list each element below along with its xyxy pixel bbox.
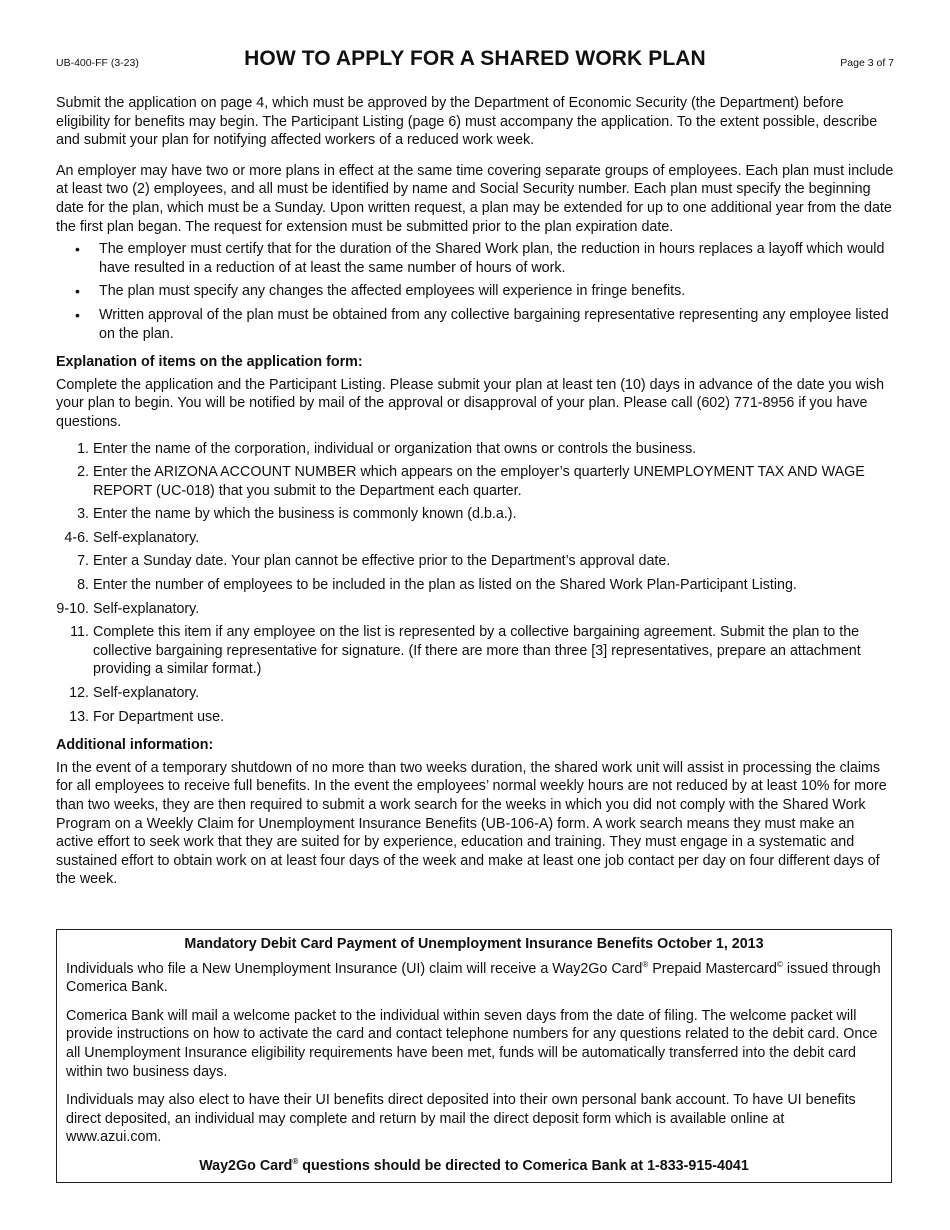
debit-card-notice-box bbox=[56, 929, 892, 1183]
list-item: 7. Enter a Sunday date. Your plan cannot be effective prior to the Department’s approval date. bbox=[77, 553, 671, 570]
intro-paragraph-1: Submit the application on page 4, which must be approved by the Department of Economic Security (the Department) before eligibility for benefits may begin. The Participant Listing (page 6) must accompany the application. To the extent possible, describe and submit your plan for notifying affected workers of a reduced work week. bbox=[56, 95, 878, 149]
page-number: Page 3 of 7 bbox=[840, 57, 894, 69]
list-item: 2. Enter the ARIZONA ACCOUNT NUMBER which appears on the employer’s quarterly UNEMPLOYMENT TAX AND WAGE REPORT (UC-018) that you submit to the Department each quarter. bbox=[77, 464, 865, 499]
list-item: 4-6. Self-explanatory. bbox=[64, 529, 200, 546]
page-title: HOW TO APPLY FOR A SHARED WORK PLAN bbox=[244, 47, 706, 70]
bullet-icon: • bbox=[75, 241, 80, 258]
additional-info-paragraph: In the event of a temporary shutdown of no more than two weeks duration, the shared work unit will assist in processing the claims for all employees to receive full benefits. In the event the employees’ normal weekly hours are not reduced by at least 10% for more than two weeks, they are then required to submit a work search for the weeks in which you did not comply with the Shared Work Program on a Weekly Claim for Unemployment Insurance Benefits (UB-106-A) form. A work search means they must make an active effort to seek work that they are suited for by experience, education and training. They must engage in a systematic and sustained effort to obtain work on at least four days of the week and make at least one job contact per day on four different days of the week. bbox=[56, 759, 887, 888]
list-item: • The employer must certify that for the duration of the Shared Work plan, the reduction in hours replaces a layoff which would have resulted in a reduction of at least the same number of hours of work. bbox=[75, 241, 885, 276]
list-item: 11. Complete this item if any employee on the list is represented by a collective bargaining agreement. Submit the plan to the collective bargaining representative for signature. (If there are more than three [3] representatives, prepare an attachment providing a similar format.) bbox=[70, 624, 861, 678]
list-item: 8. Enter the number of employees to be included in the plan as listed on the Shared Work Plan-Participant Listing. bbox=[77, 577, 797, 594]
notice-paragraph-2: Comerica Bank will mail a welcome packet to the individual within seven days from the date of filing. The welcome packet will provide instructions on how to activate the card and contact telephone numbers for any questions related to the debit card. Once all Unemployment Insurance eligibility requirements have been met, funds will be automatically transferred into the debit card within two business days. bbox=[66, 1007, 878, 1080]
notice-footer: Way2Go Card® questions should be directed to Comerica Bank at 1-833-915-4041 bbox=[199, 1157, 749, 1174]
notice-paragraph-1: Individuals who file a New Unemployment Insurance (UI) claim will receive a Way2Go Card® Prepaid Mastercard© issued through Comerica Bank. bbox=[66, 959, 881, 996]
list-item: • Written approval of the plan must be obtained from any collective bargaining representative representing any employee listed on the plan. bbox=[75, 306, 889, 342]
additional-info-heading: Additional information: bbox=[56, 737, 214, 754]
notice-title: Mandatory Debit Card Payment of Unemployment Insurance Benefits October 1, 2013 bbox=[184, 936, 764, 952]
list-item: 3. Enter the name by which the business is commonly known (d.b.a.). bbox=[77, 506, 517, 523]
list-item: 9-10. Self-explanatory. bbox=[56, 600, 200, 617]
page-header bbox=[56, 0, 894, 86]
explanation-paragraph: Complete the application and the Participant Listing. Please submit your plan at least ten (10) days in advance of the date you wish your plan to begin. You will be notified by mail of the approval or disapproval of your plan. Please call (602) 771-8956 if you have questions. bbox=[56, 376, 885, 430]
requirements-list bbox=[56, 240, 894, 343]
intro-paragraph-2: An employer may have two or more plans in effect at the same time covering separate groups of employees. Each plan must include at least two (2) employees, and all must be identified by name and Social Security number. Each plan must specify the beginning date for the plan, which must be a Sunday. Upon written request, a plan may be extended for up to one additional year from the date the first plan began. The request for extension must be submitted prior to the plan expiration date. bbox=[56, 162, 894, 235]
document-page bbox=[56, 0, 894, 1174]
list-item: 12. Self-explanatory. bbox=[69, 685, 200, 702]
bullet-icon: • bbox=[75, 306, 80, 323]
bullet-icon: • bbox=[75, 283, 80, 300]
notice-paragraph-3: Individuals may also elect to have their UI benefits direct deposited into their own personal bank account. To have UI benefits direct deposited, an individual may complete and return by mail the direct deposit form which is available online at www.azui.com. bbox=[66, 1092, 856, 1146]
form-id: UB-400-FF (3-23) bbox=[56, 57, 139, 69]
list-item: 1. Enter the name of the corporation, individual or organization that owns or controls the business. bbox=[77, 440, 697, 457]
explanation-heading: Explanation of items on the application form: bbox=[56, 354, 363, 371]
list-item: 13. For Department use. bbox=[69, 708, 225, 725]
explanation-items-list bbox=[56, 440, 894, 727]
list-item: • The plan must specify any changes the affected employees will experience in fringe benefits. bbox=[75, 283, 686, 300]
